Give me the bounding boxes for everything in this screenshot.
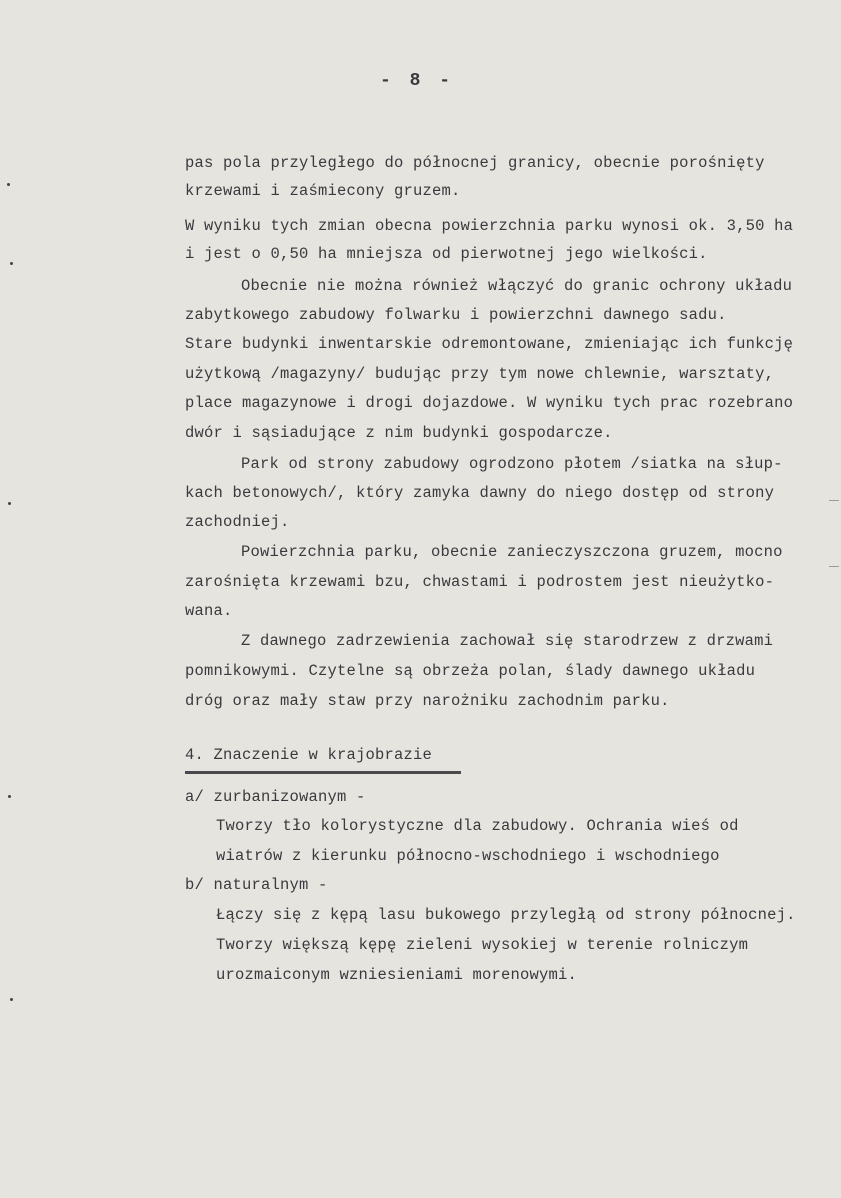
text-line: dwór i sąsiadujące z nim budynki gospodarcze. xyxy=(185,424,613,442)
margin-mark xyxy=(10,998,13,1001)
text-line: Tworzy większą kępę zieleni wysokiej w terenie rolniczym xyxy=(216,936,749,954)
text-line: Park od strony zabudowy ogrodzono płotem /siatka na słup- xyxy=(241,455,783,473)
text-line: Tworzy tło kolorystyczne dla zabudowy. Ochrania wieś od xyxy=(216,817,739,835)
text-line: dróg oraz mały staw przy narożniku zachodnim parku. xyxy=(185,692,670,710)
text-line: place magazynowe i drogi dojazdowe. W wyniku tych prac rozebrano xyxy=(185,394,794,412)
text-line: W wyniku tych zmian obecna powierzchnia parku wynosi ok. 3,50 ha xyxy=(185,217,794,235)
text-line: urozmaiconym wzniesieniami morenowymi. xyxy=(216,966,578,984)
text-line: Powierzchnia parku, obecnie zanieczyszczona gruzem, mocno xyxy=(241,543,783,561)
list-item-label: a/ zurbanizowanym - xyxy=(185,788,366,806)
text-line: krzewami i zaśmiecony gruzem. xyxy=(185,182,461,200)
page-number: - 8 - xyxy=(380,71,455,91)
text-line: wiatrów z kierunku północno-wschodniego i wschodniego xyxy=(216,847,720,865)
text-line: użytkową /magazyny/ budując przy tym nowe chlewnie, warsztaty, xyxy=(185,365,775,383)
text-line: zabytkowego zabudowy folwarku i powierzchni dawnego sadu. xyxy=(185,306,727,324)
text-line: Obecnie nie można również włączyć do granic ochrony układu xyxy=(241,277,793,295)
heading-underline xyxy=(185,771,461,774)
text-line: Z dawnego zadrzewienia zachował się starodrzew z drzwami xyxy=(241,632,774,650)
edge-mark xyxy=(829,566,839,567)
text-line: Łączy się z kępą lasu bukowego przyległą od strony północnej. xyxy=(216,906,796,924)
margin-mark xyxy=(10,262,13,265)
margin-mark xyxy=(8,795,11,798)
text-line: i jest o 0,50 ha mniejsza od pierwotnej jego wielkości. xyxy=(185,245,708,263)
text-line: zarośnięta krzewami bzu, chwastami i podrostem jest nieużytko- xyxy=(185,573,775,591)
text-line: zachodniej. xyxy=(185,513,290,531)
text-line: Stare budynki inwentarskie odremontowane, zmieniając ich funkcję xyxy=(185,335,794,353)
list-item-label: b/ naturalnym - xyxy=(185,876,328,894)
margin-mark xyxy=(8,502,11,505)
text-line: pas pola przyległego do północnej granicy, obecnie porośnięty xyxy=(185,154,765,172)
text-line: pomnikowymi. Czytelne są obrzeża polan, ślady dawnego układu xyxy=(185,662,756,680)
text-line: kach betonowych/, który zamyka dawny do niego dostęp od strony xyxy=(185,484,775,502)
section-heading: 4. Znaczenie w krajobrazie xyxy=(185,746,433,764)
margin-mark xyxy=(7,183,10,186)
text-line: wana. xyxy=(185,602,233,620)
edge-mark xyxy=(829,500,839,501)
